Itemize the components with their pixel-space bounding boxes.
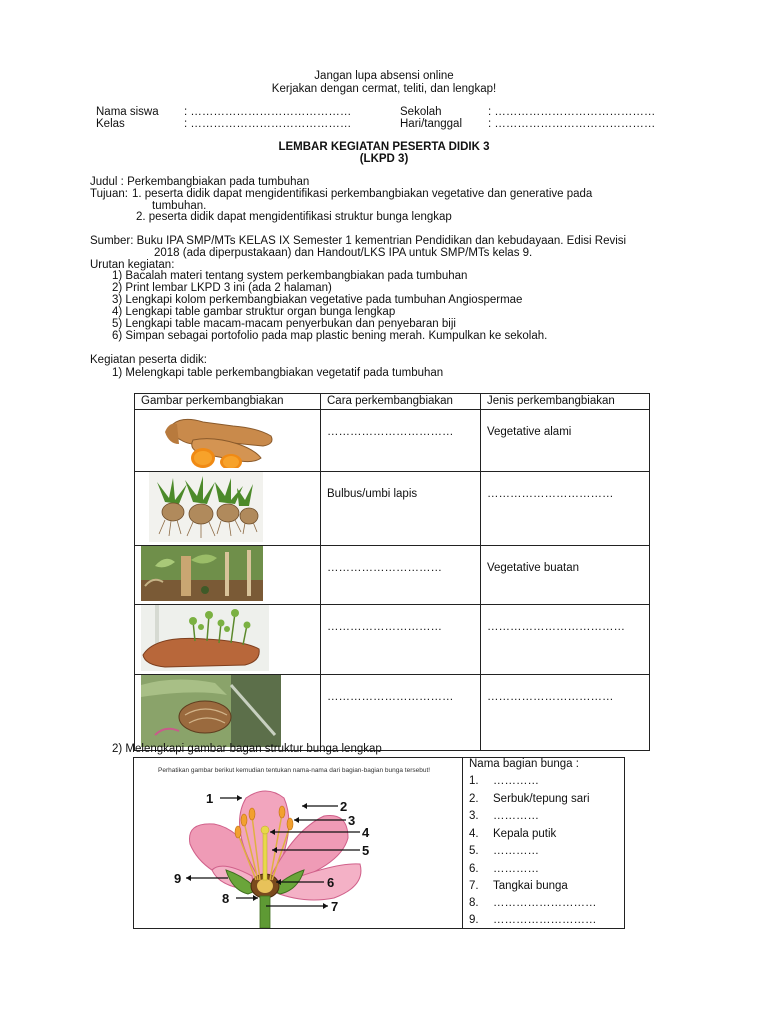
picture-cell [135,605,321,675]
cara-text: …………………………… [327,426,454,438]
table-row [135,472,650,546]
tujuan-label: Tujuan: [90,188,128,200]
table-row [135,605,650,675]
label-4: 4 [362,825,370,840]
label-7: 7 [331,899,339,914]
list-item[interactable]: 5. ………… [469,845,539,857]
urutan-item: 1) Bacalah materi tentang system perkembangbiakan pada tumbuhan [112,270,468,282]
vegetative-table [134,393,650,751]
bulb-plants-image [135,472,320,542]
urutan-item: 3) Lengkapi kolom perkembangbiakan vegetative pada tumbuhan Angiospermae [112,294,523,306]
parts-title: Nama bagian bunga : [469,758,579,770]
cara-cell[interactable] [321,546,481,605]
flower-instruction: Perhatikan gambar berikut kemudian tentukan nama-nama dari bagian-bagian bunga tersebut! [158,767,431,774]
jenis-text: ……………………………… [486,621,625,633]
jenis-cell[interactable] [480,546,649,605]
header-line-2: Kerjakan dengan cermat, teliti, dan lengkap! [271,83,497,95]
urutan-item: 5) Lengkapi table macam-macam penyerbukan dan penyebaran biji [112,318,456,330]
label-8: 8 [222,891,230,906]
tujuan-item-1-cont: tumbuhan. [152,200,207,212]
list-item[interactable]: 6. ………… [469,863,539,875]
jenis-cell[interactable] [480,675,649,751]
flower-parts-list [462,757,625,929]
kelas-field[interactable]: : …………………………………… [184,118,352,130]
title-line-2: (LKPD 3) [359,153,409,165]
cara-text: ………………………… [327,562,442,574]
table-header-row [135,394,650,410]
sweet-potato-image [135,605,320,671]
jenis-text: Vegetative buatan [486,562,580,574]
picture-cell [135,546,321,605]
table-row [135,410,650,472]
jenis-text: …………………………… [486,691,614,703]
list-item[interactable]: 8. ……………………… [469,897,597,909]
urutan-label: Urutan kegiatan: [90,259,175,271]
cara-text: …………………………… [327,691,454,703]
plant-cutting-image [135,546,320,601]
cara-cell[interactable] [321,472,481,546]
picture-cell [135,472,321,546]
jenis-cell[interactable] [480,472,649,546]
nama-label: Nama siswa [96,106,159,118]
label-9: 9 [174,871,182,886]
urutan-item: 4) Lengkapi table gambar struktur organ bunga lengkap [112,306,396,318]
tujuan-item-2: 2. peserta didik dapat mengidentifikasi struktur bunga lengkap [136,211,452,223]
list-item[interactable]: 4. Kepala putik [469,828,557,840]
sumber-line-2: 2018 (ada diperpustakaan) dan Handout/LKS IPA untuk SMP/MTs kelas 9. [154,247,533,259]
list-item[interactable]: 3. ………… [469,810,539,822]
jenis-cell[interactable] [480,410,649,472]
cara-cell[interactable] [321,605,481,675]
label-2: 2 [340,799,348,814]
list-item[interactable]: 7. Tangkai bunga [469,880,568,892]
judul: Judul : Perkembangbiakan pada tumbuhan [90,176,310,188]
jenis-cell[interactable] [480,605,649,675]
tuber-image [135,675,320,747]
sekolah-field[interactable]: : …………………………………… [488,106,656,118]
cara-text: Bulbus/umbi lapis [327,488,418,500]
cara-text: ………………………… [327,621,442,633]
label-5: 5 [362,843,370,858]
sekolah-label: Sekolah [400,106,442,118]
nama-field[interactable]: : …………………………………… [184,106,352,118]
jenis-text: …………………………… [486,488,614,500]
tujuan-item-1: 1. peserta didik dapat mengidentifikasi perkembangbiakan vegetative dan generative pada [132,188,593,200]
flower-diagram-box [133,757,463,929]
kegiatan-step-1: 1) Melengkapi table perkembangbiakan vegetatif pada tumbuhan [112,367,444,379]
flower-structure-diagram [134,758,463,928]
kegiatan-step-2: 2) Melengkapi gambar bagan struktur bunga lengkap [112,743,382,755]
header-jenis: Jenis perkembangbiakan [480,394,649,410]
cara-cell[interactable] [321,410,481,472]
kegiatan-label: Kegiatan peserta didik: [90,354,207,366]
sumber-line-1: Sumber: Buku IPA SMP/MTs KELAS IX Semester 1 kementrian Pendidikan dan kebudayaan. Edisi Revisi [90,235,627,247]
header-gambar: Gambar perkembangbiakan [135,394,321,410]
urutan-item: 2) Print lembar LKPD 3 ini (ada 2 halaman) [112,282,332,294]
label-6: 6 [327,875,335,890]
urutan-item: 6) Simpan sebagai portofolio pada map plastic bening merah. Kumpulkan ke sekolah. [112,330,548,342]
list-item[interactable]: 1. ………… [469,775,539,787]
urutan-list [112,270,547,342]
jenis-text: Vegetative alami [486,426,572,438]
kelas-label: Kelas [96,118,125,130]
label-3: 3 [348,813,356,828]
label-1: 1 [206,791,214,806]
hari-label: Hari/tanggal [400,118,463,130]
header-cara: Cara perkembangbiakan [321,394,481,410]
header-line-1: Jangan lupa absensi online [314,70,454,82]
list-item[interactable]: 2. Serbuk/tepung sari [469,793,590,805]
picture-cell [135,675,321,751]
list-item[interactable]: 9. ……………………… [469,914,597,926]
title-line-1: LEMBAR KEGIATAN PESERTA DIDIK 3 [278,141,490,153]
turmeric-image [135,410,320,468]
table-row [135,675,650,751]
table-row [135,546,650,605]
hari-field[interactable]: : …………………………………… [488,118,656,130]
cara-cell[interactable] [321,675,481,751]
picture-cell [135,410,321,472]
